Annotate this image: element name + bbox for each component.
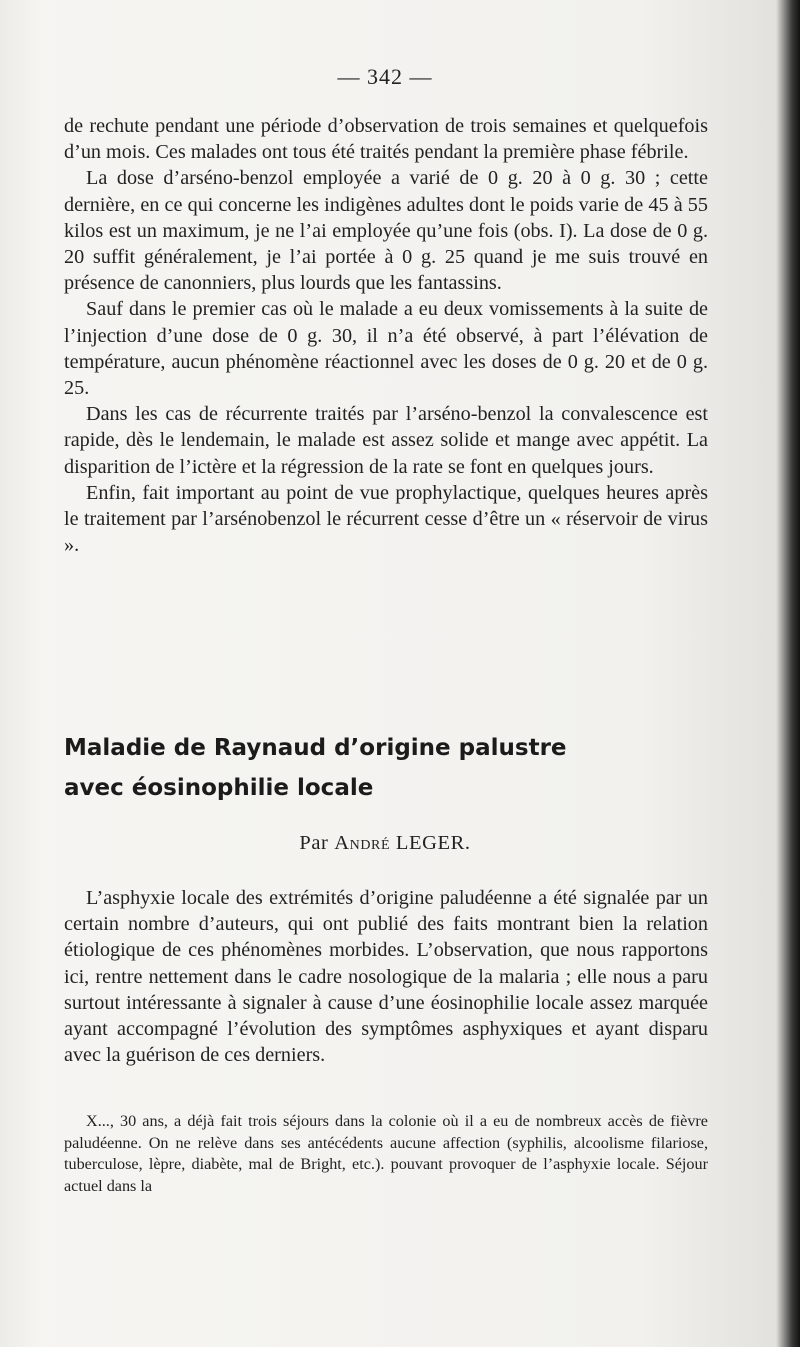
paragraph: La dose d’arséno-benzol employée a varié de 0 g. 20 à 0 g. 30 ; cette dernière, en ce qui concerne les indigènes adultes dont le poids varie de 45 à 55 kilos est un maximum, je ne l’ai employée qu’une fois (obs. I). La dose de 0 g. 20 suffit généralement, je l’ai portée à 0 g. 25 quand je me suis trouvé en présence de canonniers, plus lourds que les fantassins. — [64, 167, 708, 295]
paragraph: Enfin, fait important au point de vue prophylactique, quelques heures après le traitement par l’arsénobenzol le récurrent cesse d’être un « réservoir de virus ». — [64, 481, 708, 557]
byline — [0, 832, 770, 855]
page-number: — 342 — — [337, 64, 433, 89]
byline-firstname: André — [334, 832, 391, 854]
text-block-intro — [64, 885, 708, 1068]
paragraph: Sauf dans le premier cas où le malade a eu deux vomissements à la suite de l’injection d’une dose de 0 g. 30, il n’a été observé, à part l’élévation de température, aucun phénomène réactionnel avec les doses de 0 g. 20 et de 0 g. 25. — [64, 298, 708, 400]
byline-prefix: Par — [299, 832, 329, 854]
text-block-top — [64, 113, 708, 558]
page-edge-shading — [0, 0, 40, 1347]
article-title-line2: avec éosinophilie locale — [64, 775, 374, 801]
text-block-observation — [64, 1111, 708, 1197]
byline-lastname: LEGER. — [395, 832, 471, 854]
paragraph: L’asphyxie locale des extrémités d’origine paludéenne a été signalée par un certain nombre d’auteurs, qui ont publié des faits montrant bien la relation étiologique de ces phénomènes morbides. L’observation, que nous rapportons ici, rentre nettement dans le cadre nosologique de la malaria ; elle nous a paru surtout intéressante à signaler à cause d’une éosinophilie locale assez marquée ayant accompagné l’évolution des symptômes asphyxiques et ayant disparu avec la guérison de ces derniers. — [64, 887, 708, 1067]
article-title-line1: Maladie de Raynaud d’origine palustre — [64, 735, 567, 761]
paragraph: de rechute pendant une période d’observation de trois semaines et quelquefois d’un mois. Ces malades ont tous été traités pendant la première phase fébrile. — [64, 115, 708, 164]
paragraph: X..., 30 ans, a déjà fait trois séjours dans la colonie où il a eu de nombreux accès de fièvre paludéenne. On ne relève dans ses antécédents aucune affection (syphilis, alcoolisme filariose, tuberculose, lèpre, diabète, mal de Bright, etc.). pouvant provoquer de l’asphyxie locale. Séjour actuel dans la — [64, 1112, 708, 1195]
paragraph: Dans les cas de récurrente traités par l’arséno-benzol la convalescence est rapide, dès le lendemain, le malade est assez solide et mange avec appétit. La disparition de l’ictère et la régression de la rate se font en quelques jours. — [64, 403, 708, 478]
